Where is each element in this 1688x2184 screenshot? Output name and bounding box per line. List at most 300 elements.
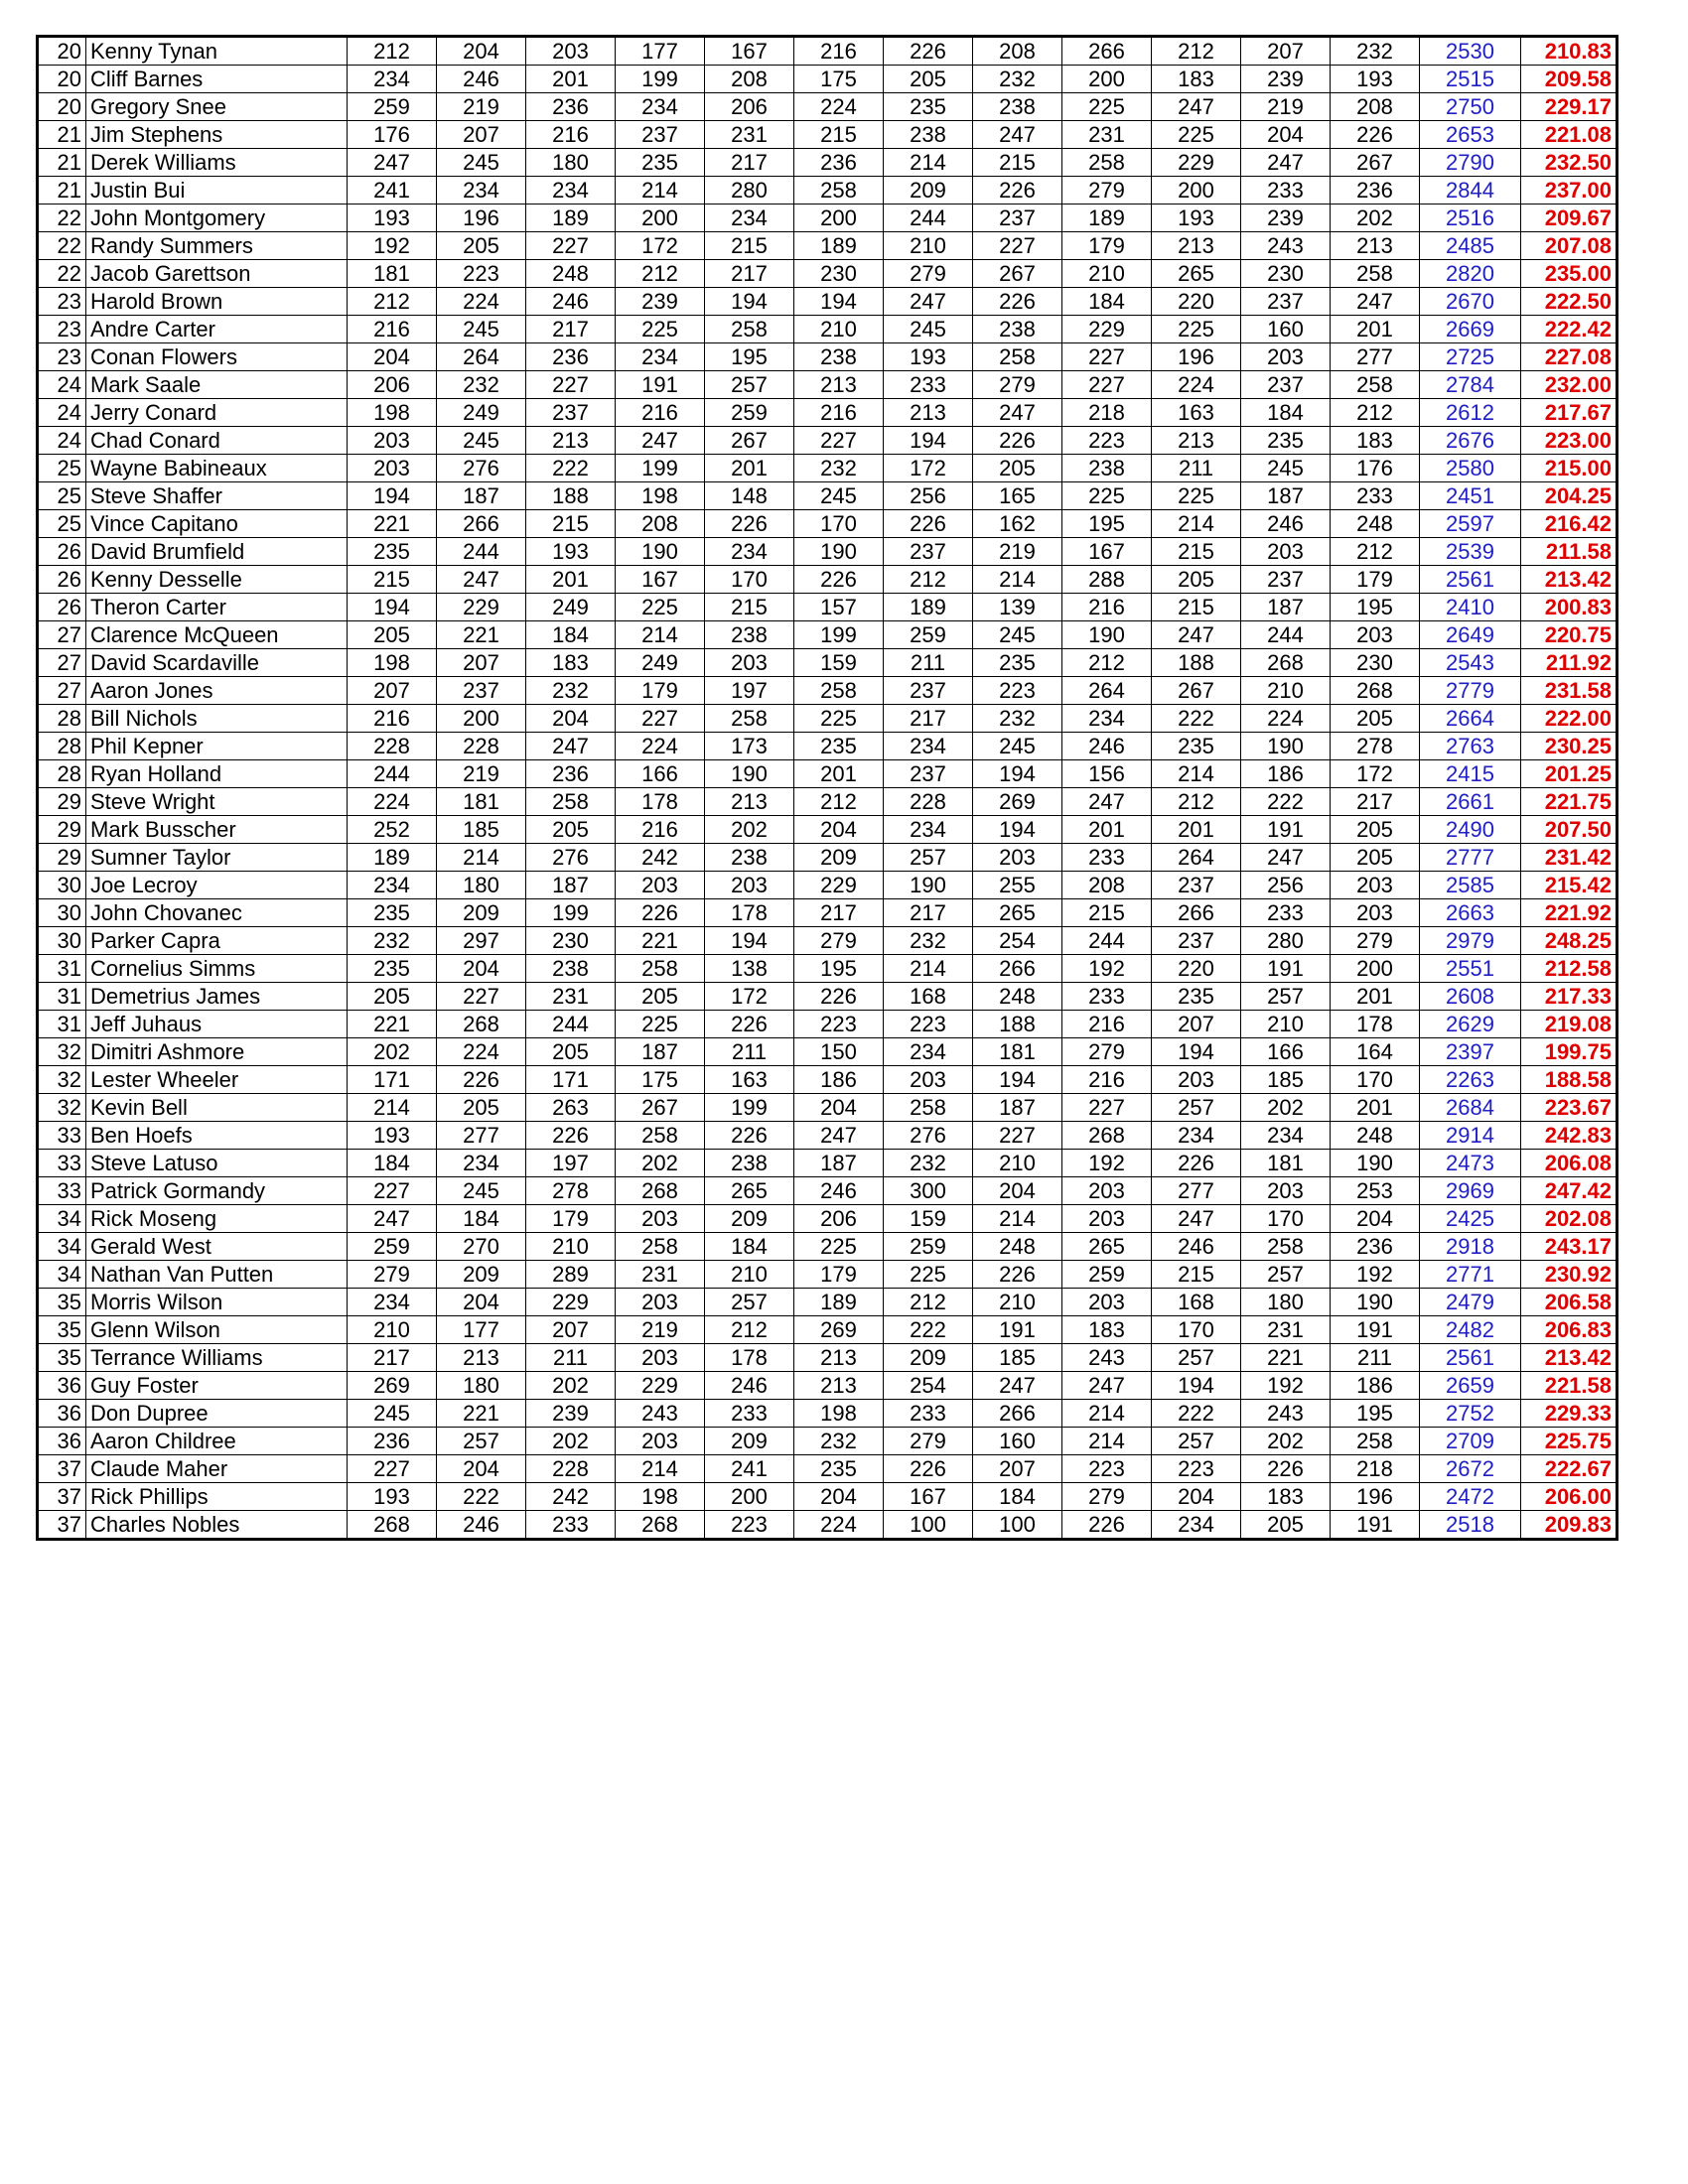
game-8-cell: 245 [973, 621, 1062, 649]
game-6-cell: 226 [794, 983, 884, 1011]
game-7-cell: 235 [884, 93, 973, 121]
game-7-cell: 237 [884, 538, 973, 566]
total-pins-cell: 2543 [1420, 649, 1521, 677]
rank-cell: 29 [38, 788, 86, 816]
bowler-name-cell: Ryan Holland [86, 760, 348, 788]
game-6-cell: 247 [794, 1122, 884, 1150]
game-2-cell: 234 [437, 177, 526, 205]
game-10-cell: 222 [1152, 705, 1241, 733]
game-10-cell: 214 [1152, 760, 1241, 788]
game-12-cell: 176 [1331, 455, 1420, 482]
game-6-cell: 279 [794, 927, 884, 955]
average-cell: 222.00 [1521, 705, 1618, 733]
game-2-cell: 234 [437, 1150, 526, 1177]
bowler-name-cell: Ben Hoefs [86, 1122, 348, 1150]
game-5-cell: 213 [705, 788, 794, 816]
average-cell: 215.42 [1521, 872, 1618, 899]
rank-cell: 36 [38, 1400, 86, 1428]
game-2-cell: 213 [437, 1344, 526, 1372]
rank-cell: 24 [38, 427, 86, 455]
game-10-cell: 247 [1152, 93, 1241, 121]
game-7-cell: 300 [884, 1177, 973, 1205]
game-3-cell: 216 [526, 121, 616, 149]
game-12-cell: 195 [1331, 594, 1420, 621]
game-3-cell: 226 [526, 1122, 616, 1150]
total-pins-cell: 2661 [1420, 788, 1521, 816]
game-8-cell: 160 [973, 1428, 1062, 1455]
total-pins-cell: 2585 [1420, 872, 1521, 899]
game-4-cell: 226 [616, 899, 705, 927]
game-5-cell: 203 [705, 872, 794, 899]
game-6-cell: 198 [794, 1400, 884, 1428]
game-1-cell: 235 [348, 955, 437, 983]
game-8-cell: 245 [973, 733, 1062, 760]
game-11-cell: 210 [1241, 1011, 1331, 1038]
game-4-cell: 231 [616, 1261, 705, 1289]
game-9-cell: 189 [1062, 205, 1152, 232]
game-12-cell: 236 [1331, 177, 1420, 205]
score-table-body [38, 37, 1618, 1540]
game-5-cell: 267 [705, 427, 794, 455]
average-cell: 220.75 [1521, 621, 1618, 649]
game-4-cell: 202 [616, 1150, 705, 1177]
game-11-cell: 224 [1241, 705, 1331, 733]
game-1-cell: 194 [348, 594, 437, 621]
game-9-cell: 264 [1062, 677, 1152, 705]
bowler-name-cell: Claude Maher [86, 1455, 348, 1483]
game-9-cell: 234 [1062, 705, 1152, 733]
game-2-cell: 245 [437, 1177, 526, 1205]
game-9-cell: 229 [1062, 316, 1152, 343]
game-10-cell: 265 [1152, 260, 1241, 288]
total-pins-cell: 2473 [1420, 1150, 1521, 1177]
game-9-cell: 216 [1062, 1066, 1152, 1094]
rank-cell: 30 [38, 899, 86, 927]
game-1-cell: 215 [348, 566, 437, 594]
game-5-cell: 208 [705, 66, 794, 93]
game-4-cell: 214 [616, 621, 705, 649]
game-7-cell: 237 [884, 760, 973, 788]
table-row [38, 260, 1618, 288]
game-10-cell: 257 [1152, 1094, 1241, 1122]
game-1-cell: 235 [348, 899, 437, 927]
game-4-cell: 239 [616, 288, 705, 316]
game-6-cell: 201 [794, 760, 884, 788]
game-3-cell: 236 [526, 93, 616, 121]
game-10-cell: 203 [1152, 1066, 1241, 1094]
game-10-cell: 204 [1152, 1483, 1241, 1511]
game-4-cell: 258 [616, 955, 705, 983]
bowler-name-cell: Harold Brown [86, 288, 348, 316]
rank-cell: 35 [38, 1289, 86, 1316]
game-11-cell: 219 [1241, 93, 1331, 121]
game-1-cell: 234 [348, 872, 437, 899]
game-12-cell: 217 [1331, 788, 1420, 816]
bowler-name-cell: Parker Capra [86, 927, 348, 955]
game-6-cell: 213 [794, 1372, 884, 1400]
table-row [38, 1038, 1618, 1066]
rank-cell: 28 [38, 733, 86, 760]
average-cell: 222.50 [1521, 288, 1618, 316]
game-10-cell: 200 [1152, 177, 1241, 205]
rank-cell: 34 [38, 1233, 86, 1261]
game-1-cell: 244 [348, 760, 437, 788]
table-row [38, 371, 1618, 399]
game-11-cell: 239 [1241, 66, 1331, 93]
table-row [38, 343, 1618, 371]
game-7-cell: 100 [884, 1511, 973, 1540]
game-8-cell: 232 [973, 705, 1062, 733]
total-pins-cell: 2551 [1420, 955, 1521, 983]
game-10-cell: 277 [1152, 1177, 1241, 1205]
average-cell: 213.42 [1521, 566, 1618, 594]
rank-cell: 30 [38, 927, 86, 955]
game-4-cell: 191 [616, 371, 705, 399]
total-pins-cell: 2784 [1420, 371, 1521, 399]
game-7-cell: 210 [884, 232, 973, 260]
game-11-cell: 191 [1241, 816, 1331, 844]
game-4-cell: 177 [616, 37, 705, 66]
game-10-cell: 212 [1152, 37, 1241, 66]
table-row [38, 1289, 1618, 1316]
game-6-cell: 232 [794, 455, 884, 482]
game-8-cell: 165 [973, 482, 1062, 510]
average-cell: 230.25 [1521, 733, 1618, 760]
game-5-cell: 241 [705, 1455, 794, 1483]
table-row [38, 677, 1618, 705]
game-4-cell: 258 [616, 1122, 705, 1150]
game-5-cell: 206 [705, 93, 794, 121]
game-10-cell: 163 [1152, 399, 1241, 427]
game-4-cell: 224 [616, 733, 705, 760]
game-1-cell: 212 [348, 288, 437, 316]
game-4-cell: 237 [616, 121, 705, 149]
game-3-cell: 201 [526, 566, 616, 594]
game-10-cell: 196 [1152, 343, 1241, 371]
game-12-cell: 218 [1331, 1455, 1420, 1483]
game-3-cell: 193 [526, 538, 616, 566]
rank-cell: 32 [38, 1066, 86, 1094]
game-2-cell: 277 [437, 1122, 526, 1150]
total-pins-cell: 2485 [1420, 232, 1521, 260]
game-1-cell: 216 [348, 316, 437, 343]
game-3-cell: 184 [526, 621, 616, 649]
game-2-cell: 185 [437, 816, 526, 844]
bowler-name-cell: Nathan Van Putten [86, 1261, 348, 1289]
rank-cell: 34 [38, 1205, 86, 1233]
rank-cell: 20 [38, 37, 86, 66]
game-9-cell: 268 [1062, 1122, 1152, 1150]
game-10-cell: 223 [1152, 1455, 1241, 1483]
game-7-cell: 234 [884, 733, 973, 760]
game-12-cell: 191 [1331, 1316, 1420, 1344]
game-6-cell: 190 [794, 538, 884, 566]
game-8-cell: 214 [973, 1205, 1062, 1233]
game-7-cell: 214 [884, 149, 973, 177]
game-11-cell: 256 [1241, 872, 1331, 899]
game-11-cell: 245 [1241, 455, 1331, 482]
game-5-cell: 238 [705, 621, 794, 649]
game-6-cell: 215 [794, 121, 884, 149]
total-pins-cell: 2672 [1420, 1455, 1521, 1483]
average-cell: 221.92 [1521, 899, 1618, 927]
game-5-cell: 226 [705, 510, 794, 538]
game-1-cell: 252 [348, 816, 437, 844]
game-12-cell: 212 [1331, 399, 1420, 427]
game-7-cell: 256 [884, 482, 973, 510]
game-2-cell: 181 [437, 788, 526, 816]
game-7-cell: 259 [884, 621, 973, 649]
average-cell: 247.42 [1521, 1177, 1618, 1205]
game-6-cell: 246 [794, 1177, 884, 1205]
game-2-cell: 245 [437, 427, 526, 455]
game-8-cell: 181 [973, 1038, 1062, 1066]
average-cell: 206.08 [1521, 1150, 1618, 1177]
game-10-cell: 225 [1152, 482, 1241, 510]
game-6-cell: 187 [794, 1150, 884, 1177]
rank-cell: 33 [38, 1177, 86, 1205]
game-12-cell: 186 [1331, 1372, 1420, 1400]
game-5-cell: 212 [705, 1316, 794, 1344]
game-12-cell: 268 [1331, 677, 1420, 705]
table-row [38, 177, 1618, 205]
game-11-cell: 233 [1241, 899, 1331, 927]
game-8-cell: 247 [973, 399, 1062, 427]
game-8-cell: 188 [973, 1011, 1062, 1038]
game-1-cell: 236 [348, 1428, 437, 1455]
game-9-cell: 231 [1062, 121, 1152, 149]
game-11-cell: 186 [1241, 760, 1331, 788]
average-cell: 199.75 [1521, 1038, 1618, 1066]
game-1-cell: 193 [348, 205, 437, 232]
game-3-cell: 239 [526, 1400, 616, 1428]
game-10-cell: 205 [1152, 566, 1241, 594]
game-4-cell: 242 [616, 844, 705, 872]
game-12-cell: 196 [1331, 1483, 1420, 1511]
game-10-cell: 264 [1152, 844, 1241, 872]
game-5-cell: 184 [705, 1233, 794, 1261]
bowler-name-cell: Jerry Conard [86, 399, 348, 427]
bowler-name-cell: Gregory Snee [86, 93, 348, 121]
game-12-cell: 258 [1331, 1428, 1420, 1455]
bowler-name-cell: Aaron Childree [86, 1428, 348, 1455]
average-cell: 229.17 [1521, 93, 1618, 121]
game-11-cell: 183 [1241, 1483, 1331, 1511]
game-11-cell: 222 [1241, 788, 1331, 816]
average-cell: 207.08 [1521, 232, 1618, 260]
game-12-cell: 203 [1331, 899, 1420, 927]
game-5-cell: 257 [705, 1289, 794, 1316]
game-11-cell: 268 [1241, 649, 1331, 677]
total-pins-cell: 2608 [1420, 983, 1521, 1011]
game-8-cell: 258 [973, 343, 1062, 371]
game-7-cell: 247 [884, 288, 973, 316]
game-1-cell: 210 [348, 1316, 437, 1344]
game-11-cell: 166 [1241, 1038, 1331, 1066]
bowler-name-cell: Patrick Gormandy [86, 1177, 348, 1205]
game-2-cell: 266 [437, 510, 526, 538]
game-7-cell: 209 [884, 177, 973, 205]
table-row [38, 566, 1618, 594]
bowler-name-cell: Steve Wright [86, 788, 348, 816]
game-3-cell: 199 [526, 899, 616, 927]
game-9-cell: 247 [1062, 788, 1152, 816]
game-12-cell: 191 [1331, 1511, 1420, 1540]
game-4-cell: 229 [616, 1372, 705, 1400]
bowler-name-cell: David Scardaville [86, 649, 348, 677]
game-4-cell: 243 [616, 1400, 705, 1428]
total-pins-cell: 2790 [1420, 149, 1521, 177]
game-6-cell: 199 [794, 621, 884, 649]
game-2-cell: 245 [437, 316, 526, 343]
game-4-cell: 234 [616, 343, 705, 371]
game-6-cell: 258 [794, 677, 884, 705]
rank-cell: 21 [38, 149, 86, 177]
game-10-cell: 234 [1152, 1511, 1241, 1540]
game-2-cell: 222 [437, 1483, 526, 1511]
game-10-cell: 234 [1152, 1122, 1241, 1150]
game-11-cell: 203 [1241, 1177, 1331, 1205]
game-3-cell: 203 [526, 37, 616, 66]
game-6-cell: 170 [794, 510, 884, 538]
game-12-cell: 205 [1331, 816, 1420, 844]
total-pins-cell: 2472 [1420, 1483, 1521, 1511]
game-6-cell: 159 [794, 649, 884, 677]
game-2-cell: 207 [437, 649, 526, 677]
bowler-name-cell: John Chovanec [86, 899, 348, 927]
game-7-cell: 217 [884, 899, 973, 927]
game-8-cell: 227 [973, 232, 1062, 260]
average-cell: 231.42 [1521, 844, 1618, 872]
game-2-cell: 219 [437, 93, 526, 121]
game-8-cell: 139 [973, 594, 1062, 621]
game-7-cell: 203 [884, 1066, 973, 1094]
game-6-cell: 269 [794, 1316, 884, 1344]
bowler-name-cell: David Brumfield [86, 538, 348, 566]
game-1-cell: 259 [348, 93, 437, 121]
table-row [38, 1261, 1618, 1289]
bowler-name-cell: Theron Carter [86, 594, 348, 621]
bowler-name-cell: Demetrius James [86, 983, 348, 1011]
game-1-cell: 241 [348, 177, 437, 205]
table-row [38, 1122, 1618, 1150]
game-11-cell: 226 [1241, 1455, 1331, 1483]
game-9-cell: 279 [1062, 1038, 1152, 1066]
average-cell: 235.00 [1521, 260, 1618, 288]
game-8-cell: 215 [973, 149, 1062, 177]
game-5-cell: 173 [705, 733, 794, 760]
game-9-cell: 279 [1062, 177, 1152, 205]
game-1-cell: 216 [348, 705, 437, 733]
bowler-name-cell: Clarence McQueen [86, 621, 348, 649]
game-8-cell: 269 [973, 788, 1062, 816]
game-2-cell: 187 [437, 482, 526, 510]
game-4-cell: 227 [616, 705, 705, 733]
rank-cell: 23 [38, 343, 86, 371]
rank-cell: 31 [38, 1011, 86, 1038]
average-cell: 209.83 [1521, 1511, 1618, 1540]
game-2-cell: 205 [437, 232, 526, 260]
game-8-cell: 255 [973, 872, 1062, 899]
game-7-cell: 189 [884, 594, 973, 621]
game-10-cell: 220 [1152, 955, 1241, 983]
game-6-cell: 186 [794, 1066, 884, 1094]
game-11-cell: 237 [1241, 566, 1331, 594]
game-1-cell: 212 [348, 37, 437, 66]
average-cell: 242.83 [1521, 1122, 1618, 1150]
game-2-cell: 247 [437, 566, 526, 594]
game-6-cell: 216 [794, 37, 884, 66]
game-10-cell: 222 [1152, 1400, 1241, 1428]
table-row [38, 455, 1618, 482]
bowler-name-cell: John Montgomery [86, 205, 348, 232]
game-9-cell: 218 [1062, 399, 1152, 427]
game-1-cell: 228 [348, 733, 437, 760]
game-7-cell: 194 [884, 427, 973, 455]
rank-cell: 26 [38, 566, 86, 594]
game-11-cell: 247 [1241, 149, 1331, 177]
game-3-cell: 236 [526, 343, 616, 371]
game-2-cell: 204 [437, 37, 526, 66]
game-1-cell: 202 [348, 1038, 437, 1066]
game-5-cell: 202 [705, 816, 794, 844]
rank-cell: 20 [38, 66, 86, 93]
game-1-cell: 176 [348, 121, 437, 149]
game-12-cell: 248 [1331, 1122, 1420, 1150]
game-12-cell: 208 [1331, 93, 1420, 121]
game-11-cell: 239 [1241, 205, 1331, 232]
game-4-cell: 267 [616, 1094, 705, 1122]
game-9-cell: 243 [1062, 1344, 1152, 1372]
game-4-cell: 198 [616, 482, 705, 510]
game-5-cell: 234 [705, 205, 794, 232]
game-4-cell: 247 [616, 427, 705, 455]
game-4-cell: 234 [616, 93, 705, 121]
game-5-cell: 194 [705, 288, 794, 316]
game-8-cell: 226 [973, 288, 1062, 316]
game-1-cell: 235 [348, 538, 437, 566]
game-12-cell: 190 [1331, 1289, 1420, 1316]
game-2-cell: 200 [437, 705, 526, 733]
bowler-name-cell: Jeff Juhaus [86, 1011, 348, 1038]
total-pins-cell: 2663 [1420, 899, 1521, 927]
rank-cell: 33 [38, 1150, 86, 1177]
game-6-cell: 229 [794, 872, 884, 899]
game-12-cell: 203 [1331, 872, 1420, 899]
average-cell: 219.08 [1521, 1011, 1618, 1038]
table-row [38, 1233, 1618, 1261]
game-7-cell: 213 [884, 399, 973, 427]
bowler-name-cell: Kenny Desselle [86, 566, 348, 594]
rank-cell: 36 [38, 1372, 86, 1400]
average-cell: 232.00 [1521, 371, 1618, 399]
game-4-cell: 221 [616, 927, 705, 955]
game-9-cell: 216 [1062, 594, 1152, 621]
rank-cell: 34 [38, 1261, 86, 1289]
rank-cell: 29 [38, 844, 86, 872]
game-3-cell: 189 [526, 205, 616, 232]
game-5-cell: 178 [705, 1344, 794, 1372]
table-row [38, 1483, 1618, 1511]
average-cell: 206.83 [1521, 1316, 1618, 1344]
game-10-cell: 266 [1152, 899, 1241, 927]
game-7-cell: 222 [884, 1316, 973, 1344]
game-10-cell: 194 [1152, 1372, 1241, 1400]
rank-cell: 30 [38, 872, 86, 899]
bowler-name-cell: Steve Latuso [86, 1150, 348, 1177]
rank-cell: 23 [38, 316, 86, 343]
game-3-cell: 246 [526, 288, 616, 316]
